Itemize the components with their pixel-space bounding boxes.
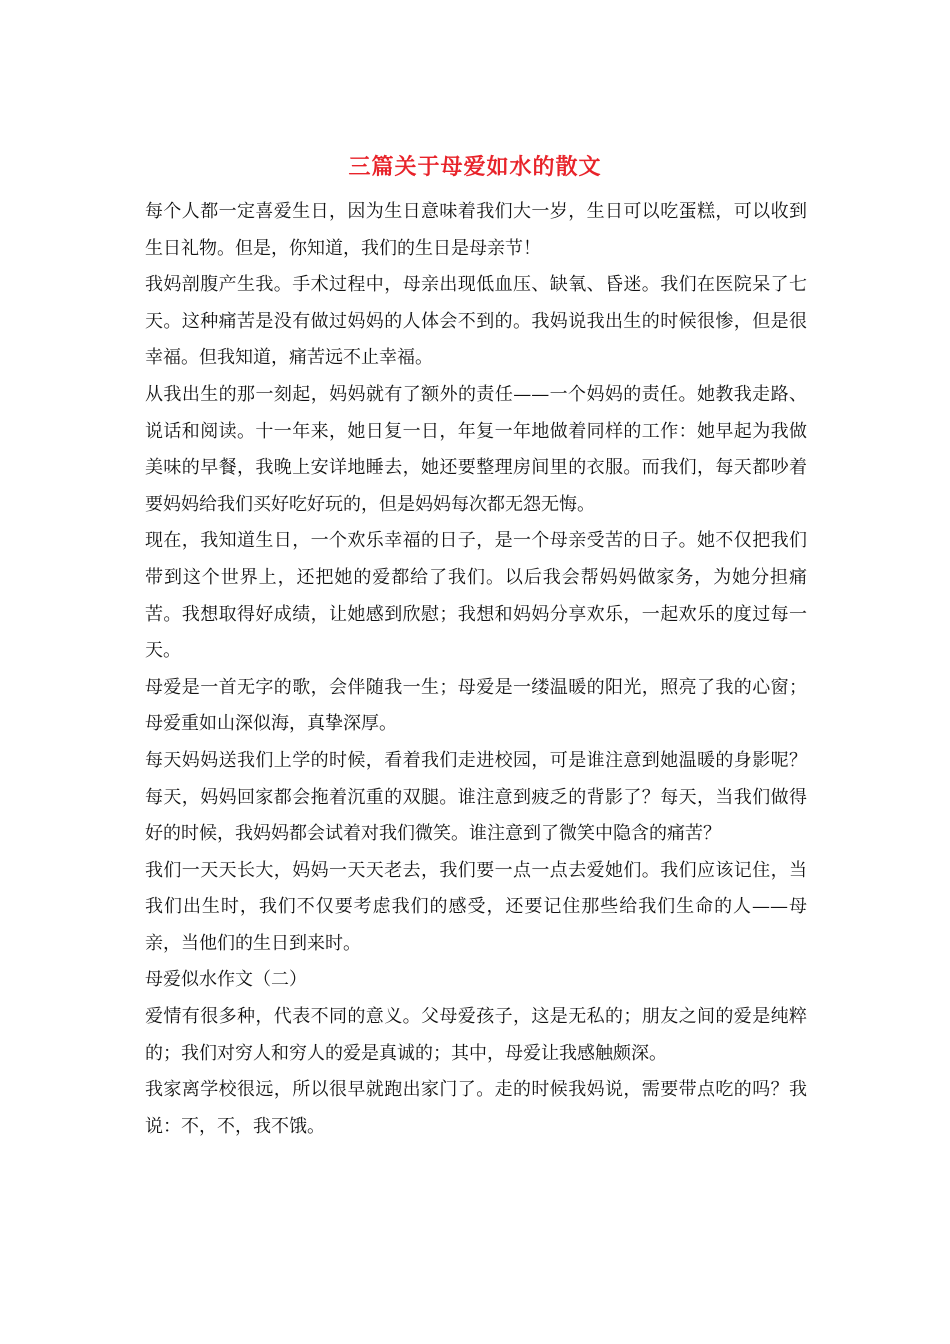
paragraph: 我们一天天长大，妈妈一天天老去，我们要一点一点去爱她们。我们应该记住，当我们出生时，我们不仅要考虑我们的感受，还要记住那些给我们生命的人——母亲，当他们的生日到来时。 (145, 859, 807, 954)
paragraph: 每天妈妈送我们上学的时候，看着我们走进校园，可是谁注意到她温暖的身影呢？每天，妈妈回家都会拖着沉重的双腿。谁注意到疲乏的背影了？每天，当我们做得好的时候，我妈妈都会试着对我们微笑。谁注意到了微笑中隐含的痛苦？ (145, 749, 807, 845)
document-title: 三篇关于母爱如水的散文 (348, 154, 602, 180)
paragraph: 每个人都一定喜爱生日，因为生日意味着我们大一岁，生日可以吃蛋糕，可以收到生日礼物。但是，你知道，我们的生日是母亲节！ (145, 201, 807, 259)
paragraph: 现在，我知道生日，一个欢乐幸福的日子，是一个母亲受苦的日子。她不仅把我们带到这个世界上，还把她的爱都给了我们。以后我会帮妈妈做家务，为她分担痛苦。我想取得好成绩，让她感到欣慰；我想和妈妈分享欢乐，一起欢乐的度过每一天。 (145, 530, 807, 662)
document-body (145, 194, 807, 1145)
paragraph: 母爱是一首无字的歌，会伴随我一生；母爱是一缕温暖的阳光，照亮了我的心窗；母爱重如山深似海，真挚深厚。 (145, 676, 807, 735)
paragraph: 我妈剖腹产生我。手术过程中，母亲出现低血压、缺氧、昏迷。我们在医院呆了七天。这种痛苦是没有做过妈妈的人体会不到的。我妈说我出生的时候很惨，但是很幸福。但我知道，痛苦远不止幸福。 (145, 274, 807, 369)
paragraph: 爱情有很多种，代表不同的意义。父母爱孩子，这是无私的；朋友之间的爱是纯粹的；我们对穷人和穷人的爱是真诚的；其中，母爱让我感触颇深。 (145, 1006, 807, 1064)
paragraph: 从我出生的那一刻起，妈妈就有了额外的责任——一个妈妈的责任。她教我走路、说话和阅读。十一年来，她日复一日，年复一年地做着同样的工作：她早起为我做美味的早餐，我晚上安详地睡去，她还要整理房间里的衣服。而我们，每天都吵着要妈妈给我们买好吃好玩的，但是妈妈每次都无怨无悔。 (145, 383, 807, 515)
paragraph: 我家离学校很远，所以很早就跑出家门了。走的时候我妈说，需要带点吃的吗？我说：不，不，我不饿。 (145, 1079, 807, 1137)
section-heading: 母爱似水作文（二） (145, 969, 307, 991)
